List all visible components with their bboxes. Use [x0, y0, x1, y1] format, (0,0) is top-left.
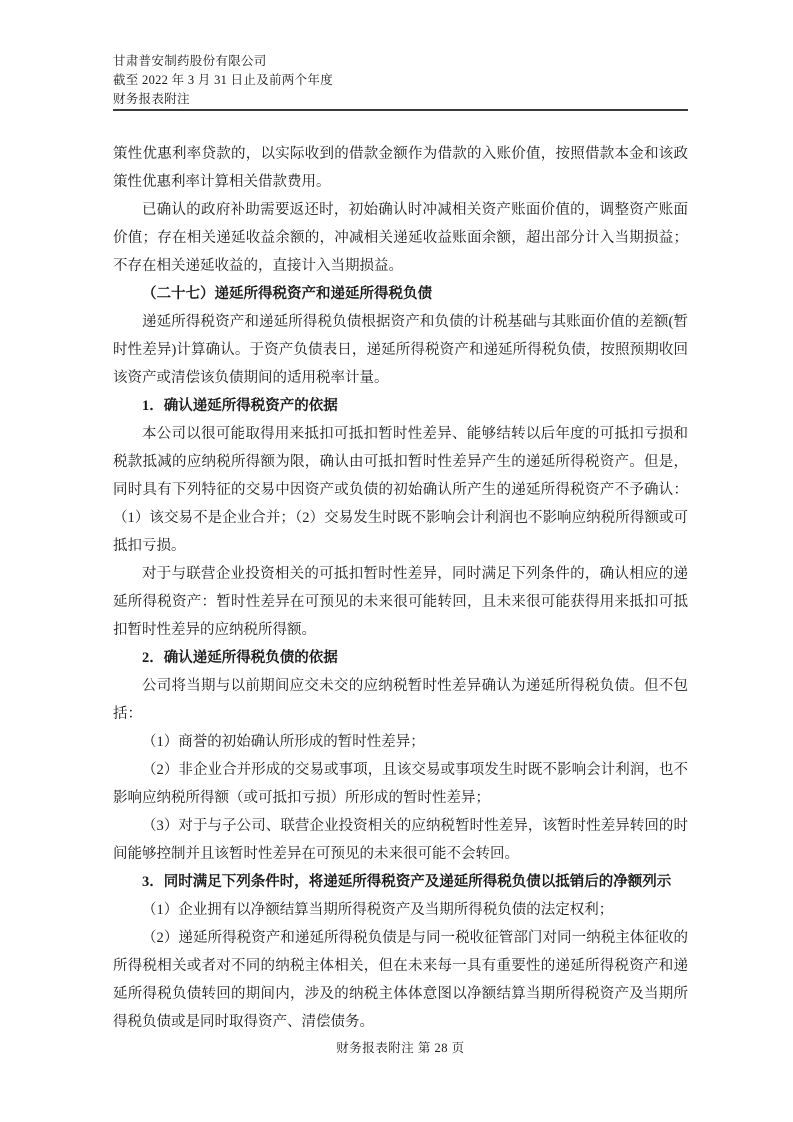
sub-heading: 2．确认递延所得税负债的依据 [142, 650, 338, 666]
sub-heading: 3．同时满足下列条件时，将递延所得税资产及递延所得税负债以抵销后的净额列示 [142, 874, 672, 890]
sub-heading: 1．确认递延所得税资产的依据 [142, 398, 338, 414]
header-doc-title: 财务报表附注 [113, 92, 190, 106]
header-company-name: 甘肃普安制药股份有限公司 [113, 54, 267, 68]
list-item: （2）递延所得税资产和递延所得税负债是与同一税收征管部门对同一纳税主体征收的所得税相关或者对不同的纳税主体相关，但在未来每一具有重要性的递延所得税资产和递延所得税负债转回的期间内，涉及的纳税主体体意图以净额结算当期所得税资产及当期所得税负债或是同时取得资产、清偿债务。 [113, 930, 688, 1030]
list-item: （2）非企业合并形成的交易或事项，且该交易或事项发生时既不影响会计利润，也不影响应纳税所得额（或可抵扣亏损）所形成的暂时性差异； [113, 762, 688, 806]
list-item: （3）对于与子公司、联营企业投资相关的应纳税暂时性差异，该暂时性差异转回的时间能够控制并且该暂时性差异在可预见的未来很可能不会转回。 [113, 818, 688, 862]
paragraph: 本公司以很可能取得用来抵扣可抵扣暂时性差异、能够结转以后年度的可抵扣亏损和税款抵减的应纳税所得额为限，确认由可抵扣暂时性差异产生的递延所得税资产。但是，同时具有下列特征的交易中因资产或负债的初始确认所产生的递延所得税资产不予确认：（1）该交易不是企业合并；（2）交易发生时既不影响会计利润也不影响应纳税所得额或可抵扣亏损。 [113, 426, 688, 554]
header-period-line: 截至 2022 年 3 月 31 日止及前两个年度 [113, 73, 334, 87]
paragraph: 对于与联营企业投资相关的可抵扣暂时性差异，同时满足下列条件的，确认相应的递延所得税资产：暂时性差异在可预见的未来很可能转回，且未来很可能获得用来抵扣可抵扣暂时性差异的应纳税所得额。 [113, 566, 688, 638]
document-body [113, 140, 688, 1036]
paragraph: 已确认的政府补助需要返还时，初始确认时冲减相关资产账面价值的，调整资产账面价值；存在相关递延收益余额的，冲减相关递延收益账面余额，超出部分计入当期损益；不存在相关递延收益的，直接计入当期损益。 [113, 202, 688, 274]
paragraph: 策性优惠利率贷款的，以实际收到的借款金额作为借款的入账价值，按照借款本金和该政策性优惠利率计算相关借款费用。 [113, 146, 688, 190]
list-item: （1）商誉的初始确认所形成的暂时性差异； [142, 734, 425, 750]
section-heading: （二十七）递延所得税资产和递延所得税负债 [142, 286, 432, 302]
document-header [113, 52, 688, 111]
header-rule [113, 109, 688, 111]
paragraph: 递延所得税资产和递延所得税负债根据资产和负债的计税基础与其账面价值的差额(暂时性差异)计算确认。于资产负债表日，递延所得税资产和递延所得税负债，按照预期收回该资产或清偿该负债期间的适用税率计量。 [113, 314, 688, 386]
footer-page-label: 财务报表附注 第 28 页 [336, 1041, 465, 1055]
page-footer [113, 1040, 688, 1056]
paragraph: 公司将当期与以前期间应交未交的应纳税暂时性差异确认为递延所得税负债。但不包括： [113, 678, 688, 722]
list-item: （1）企业拥有以净额结算当期所得税资产及当期所得税负债的法定权利； [142, 902, 614, 918]
